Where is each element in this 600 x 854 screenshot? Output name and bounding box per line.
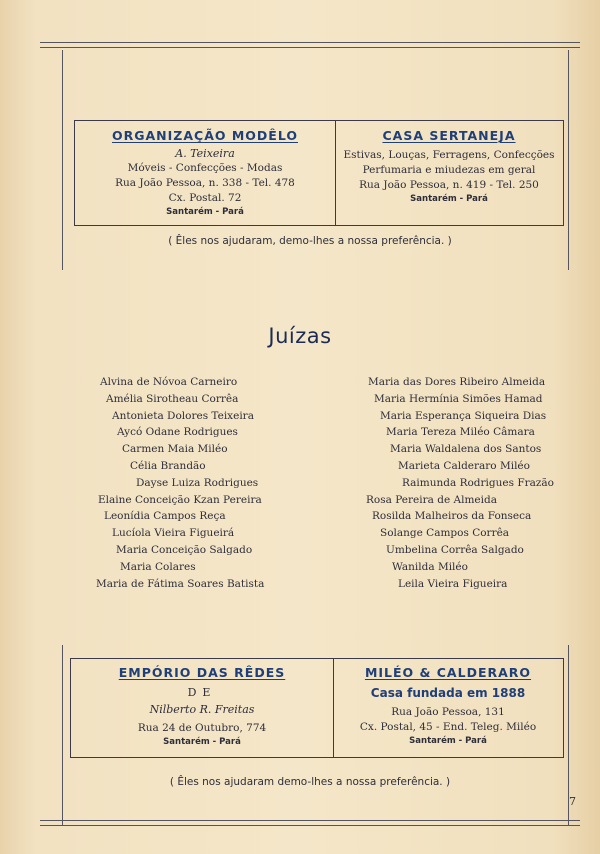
top-rule-inner bbox=[40, 47, 580, 48]
ad-title: ORGANIZAÇÃO MODÊLO bbox=[112, 128, 298, 143]
ad-mileo-calderaro bbox=[334, 659, 562, 757]
ad-casa-sertaneja bbox=[336, 121, 562, 225]
ad-city: Santarém - Pará bbox=[410, 194, 488, 204]
list-item: Raimunda Rodrigues Frazão bbox=[402, 476, 554, 489]
list-item: Célia Brandão bbox=[130, 459, 206, 472]
page-title: Juízas bbox=[268, 324, 332, 348]
list-item: Wanilda Miléo bbox=[392, 560, 468, 573]
ad-title: EMPÓRIO DAS RÊDES bbox=[118, 665, 286, 680]
page-number: 7 bbox=[569, 795, 576, 808]
top-ads-box bbox=[74, 120, 564, 226]
ad-address: Rua João Pessoa, n. 338 - Tel. 478 bbox=[115, 177, 295, 189]
ad-title: CASA SERTANEJA bbox=[382, 128, 516, 143]
ad-address: Rua João Pessoa, n. 419 - Tel. 250 bbox=[359, 179, 539, 191]
list-item: Amélia Sirotheau Corrêa bbox=[106, 392, 239, 405]
ad-contact: Cx. Postal, 45 - End. Teleg. Miléo bbox=[359, 721, 537, 733]
bottom-ads-box bbox=[70, 658, 564, 758]
list-item: Dayse Luiza Rodrigues bbox=[136, 476, 259, 489]
list-item: Marieta Calderaro Miléo bbox=[398, 459, 530, 472]
ad-city: Santarém - Pará bbox=[166, 207, 244, 217]
ad-emporio-das-redes bbox=[71, 659, 333, 757]
ad-address: Rua João Pessoa, 131 bbox=[391, 706, 505, 718]
ad-de: DE bbox=[187, 686, 217, 699]
list-item: Elaine Conceição Kzan Pereira bbox=[98, 493, 262, 506]
list-item: Solange Campos Corrêa bbox=[380, 527, 510, 540]
list-item: Carmen Maia Miléo bbox=[122, 443, 228, 456]
ad-line: Perfumaria e miudezas em geral bbox=[362, 164, 536, 176]
list-item: Maria Waldalena dos Santos bbox=[390, 443, 542, 456]
list-item: Maria Tereza Miléo Câmara bbox=[386, 426, 535, 439]
list-item: Maria Esperança Siqueira Dias bbox=[380, 409, 547, 422]
slogan-top: ( Êles nos ajudaram, demo-lhes a nossa preferência. ) bbox=[168, 235, 452, 247]
ad-address: Rua 24 de Outubro, 774 bbox=[137, 722, 267, 734]
list-item: Rosa Pereira de Almeida bbox=[366, 493, 497, 506]
top-rule bbox=[40, 42, 580, 43]
ad-line: Estivas, Louças, Ferragens, Confecções bbox=[343, 149, 555, 161]
list-item: Alvina de Nóvoa Carneiro bbox=[100, 376, 238, 388]
list-item: Maria Colares bbox=[120, 560, 196, 573]
ad-city: Santarém - Pará bbox=[163, 737, 241, 747]
list-item: Maria de Fátima Soares Batista bbox=[96, 577, 265, 590]
list-item: Maria Hermínia Simões Hamad bbox=[374, 392, 543, 405]
slogan-bottom: ( Êles nos ajudaram demo-lhes a nossa preferência. ) bbox=[169, 776, 451, 788]
left-frame-line bbox=[62, 645, 63, 825]
judges-right-list bbox=[366, 374, 554, 592]
list-item: Antonieta Dolores Teixeira bbox=[112, 409, 254, 422]
judges-left-list bbox=[98, 374, 266, 592]
list-item: Umbelina Corrêa Salgado bbox=[386, 543, 524, 556]
list-item: Rosilda Malheiros da Fonseca bbox=[372, 510, 532, 523]
list-item: Leila Vieira Figueira bbox=[398, 577, 508, 590]
list-item: Maria das Dores Ribeiro Almeida bbox=[368, 376, 546, 388]
ad-line: Móveis - Confecções - Modas bbox=[127, 162, 283, 174]
list-item: Leonídia Campos Reça bbox=[104, 510, 226, 523]
ad-title: MILÉO & CALDERARO bbox=[364, 665, 532, 680]
ad-founded: Casa fundada em 1888 bbox=[370, 686, 526, 700]
ad-organizacao-modelo bbox=[75, 121, 335, 225]
ad-city: Santarém - Pará bbox=[409, 736, 487, 746]
bottom-rule-inner bbox=[40, 825, 580, 826]
bottom-rule bbox=[40, 820, 580, 821]
ad-owner: A. Teixeira bbox=[175, 147, 235, 160]
ad-owner: Nilberto R. Freitas bbox=[149, 703, 255, 716]
ad-postal: Cx. Postal. 72 bbox=[168, 192, 242, 204]
list-item: Maria Conceição Salgado bbox=[116, 543, 253, 556]
list-item: Lucíola Vieira Figueirá bbox=[112, 527, 235, 540]
list-item: Aycó Odane Rodrigues bbox=[117, 426, 238, 439]
